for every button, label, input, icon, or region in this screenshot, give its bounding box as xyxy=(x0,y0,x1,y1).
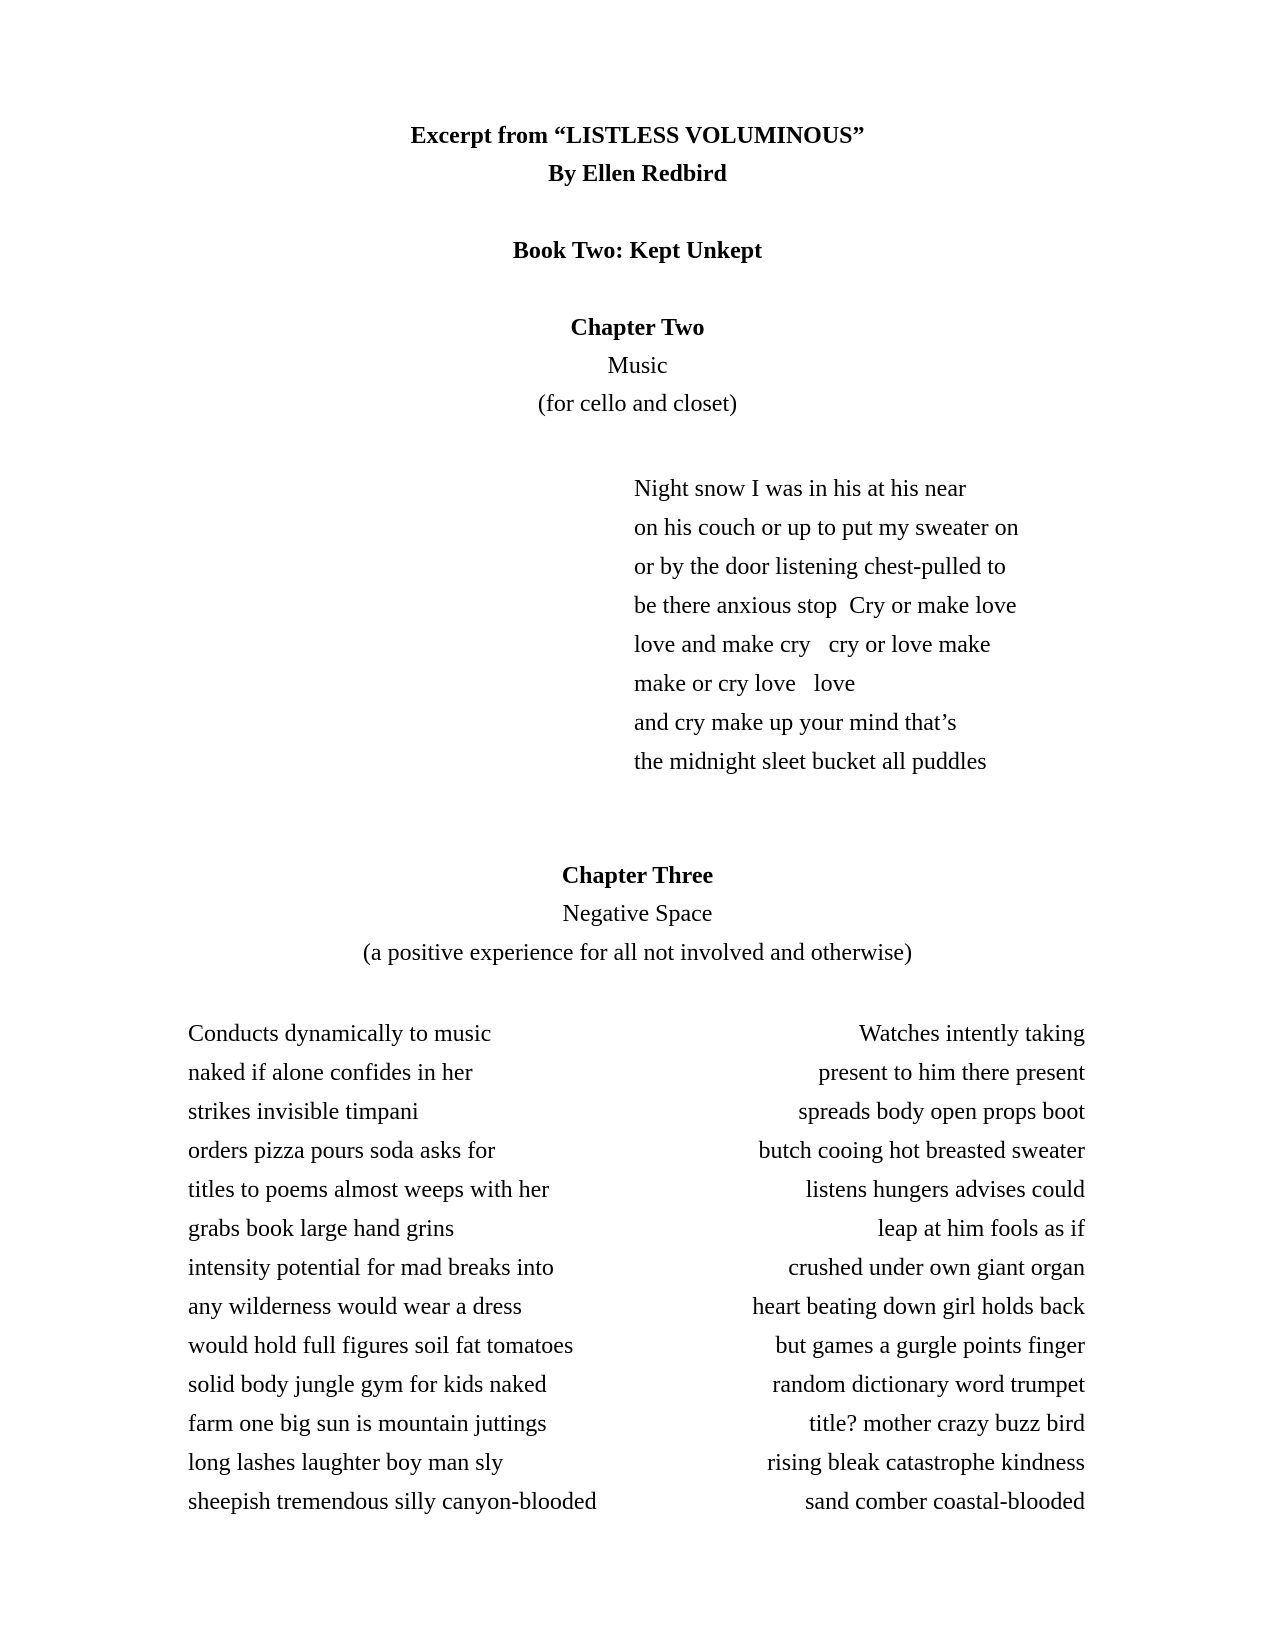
left-column-line: any wilderness would wear a dress xyxy=(188,1294,522,1320)
right-column-line: sand comber coastal-blooded xyxy=(805,1489,1085,1515)
book-title: Book Two: Kept Unkept xyxy=(512,238,763,264)
right-column-line: butch cooing hot breasted sweater xyxy=(758,1138,1085,1164)
chapter-two-poem xyxy=(634,470,1194,782)
poem-line: be there anxious stop Cry or make love xyxy=(634,593,1017,619)
right-column-line: random dictionary word trumpet xyxy=(772,1372,1085,1398)
poem-line: on his couch or up to put my sweater on xyxy=(634,515,1019,541)
left-column-line: long lashes laughter boy man sly xyxy=(188,1450,504,1476)
chapter-three-right-column xyxy=(640,1015,1085,1522)
poem-line: make or cry love love xyxy=(634,671,856,697)
chapter-two-subtitle: (for cello and closet) xyxy=(537,391,738,417)
chapter-two-heading: Chapter Two xyxy=(570,315,705,341)
poem-line: Night snow I was in his at his near xyxy=(634,476,966,502)
right-column-line: rising bleak catastrophe kindness xyxy=(767,1450,1085,1476)
excerpt-title: Excerpt from “LISTLESS VOLUMINOUS” xyxy=(410,123,865,149)
right-column-line: listens hungers advises could xyxy=(805,1177,1085,1203)
left-column-line: solid body jungle gym for kids naked xyxy=(188,1372,547,1398)
poem-line: or by the door listening chest-pulled to xyxy=(634,554,1006,580)
author-line: By Ellen Redbird xyxy=(548,161,727,187)
chapter-three-subtitle: (a positive experience for all not involved and otherwise) xyxy=(362,940,913,966)
right-column-line: Watches intently taking xyxy=(858,1021,1085,1047)
chapter-two-title: Music xyxy=(607,353,668,379)
left-column-line: grabs book large hand grins xyxy=(188,1216,455,1242)
left-column-line: strikes invisible timpani xyxy=(188,1099,419,1125)
poem-line: the midnight sleet bucket all puddles xyxy=(634,749,987,775)
right-column-line: title? mother crazy buzz bird xyxy=(809,1411,1085,1437)
left-column-line: titles to poems almost weeps with her xyxy=(188,1177,550,1203)
left-column-line: sheepish tremendous silly canyon-blooded xyxy=(188,1489,597,1515)
chapter-three-heading: Chapter Three xyxy=(561,863,714,889)
right-column-line: leap at him fools as if xyxy=(877,1216,1085,1242)
left-column-line: farm one big sun is mountain juttings xyxy=(188,1411,547,1437)
right-column-line: but games a gurgle points finger xyxy=(775,1333,1085,1359)
right-column-line: crushed under own giant organ xyxy=(788,1255,1085,1281)
left-column-line: would hold full figures soil fat tomatoes xyxy=(188,1333,574,1359)
right-column-line: heart beating down girl holds back xyxy=(752,1294,1085,1320)
poem-line: love and make cry cry or love make xyxy=(634,632,991,658)
right-column-line: present to him there present xyxy=(818,1060,1085,1086)
right-column-line: spreads body open props boot xyxy=(798,1099,1085,1125)
left-column-line: intensity potential for mad breaks into xyxy=(188,1255,554,1281)
left-column-line: naked if alone confides in her xyxy=(188,1060,473,1086)
poem-line: and cry make up your mind that’s xyxy=(634,710,957,736)
left-column-line: Conducts dynamically to music xyxy=(188,1021,492,1047)
chapter-three-left-column xyxy=(188,1015,668,1522)
left-column-line: orders pizza pours soda asks for xyxy=(188,1138,496,1164)
chapter-three-title: Negative Space xyxy=(562,901,713,927)
